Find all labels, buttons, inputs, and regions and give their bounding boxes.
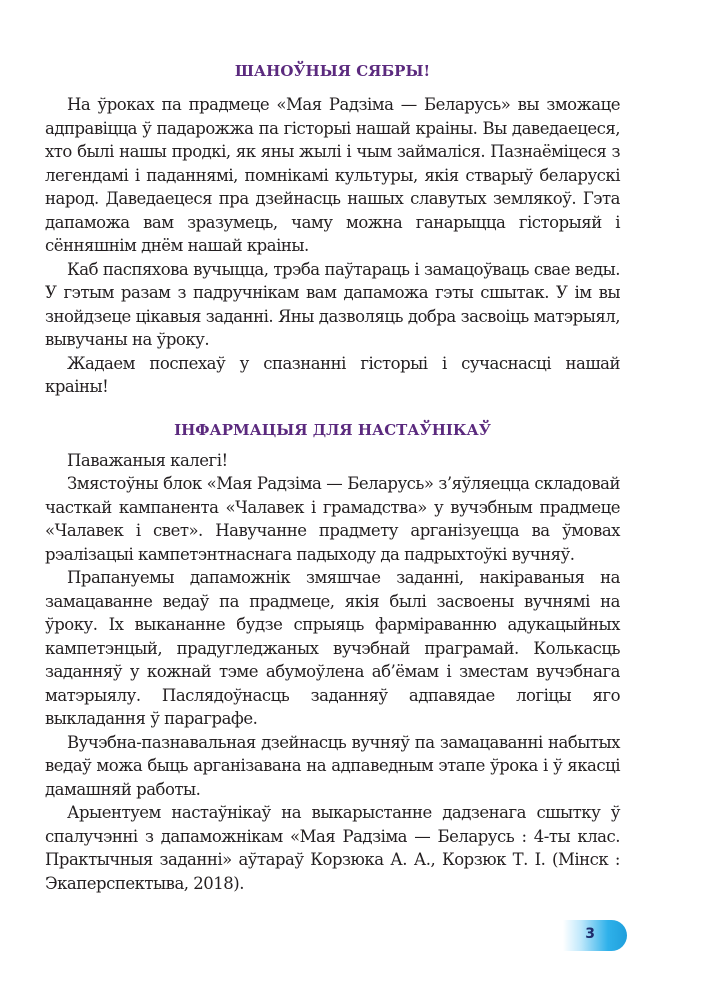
intro-paragraph: Каб паспяхова вучыцца, трэба паўтараць і замацоўваць свае веды. У гэтым разам з падручнікам вам дапаможа гэты сшытак. У ім вы знойдзеце цікавыя заданні. Яны дазволяць добра засвоіць матэрыял, вывучаны на ўроку. [45, 259, 620, 349]
teacher-paragraph: Арыентуем настаўнікаў на выкарыстанне дадзенага сшытку ў спалучэнні з дапаможнікам «Мая Радзіма — Беларусь : 4-ты клас. Практычныя заданні» аўтараў Корзюка А. А., Корзюк Т. І. (Мінск : Экаперспектыва, 2018). [45, 803, 620, 893]
intro-paragraph: На ўроках па прадмеце «Мая Радзіма — Беларусь» вы зможаце адправіцца ў падарожжа па гісторыі нашай краіны. Вы даведаецеся, хто былі нашы продкі, як яны жылі і чым займаліся. Пазнаёміцеся з легендамі і паданнямі, помнікамі культуры, якія стварыў беларускі народ. Даведаецеся пра дзейнасць нашых славутых землякоў. Гэта дапаможа вам зразумець, чаму можна ганарыцца гісторыяй і сённяшнім днём нашай краіны. [45, 95, 620, 255]
heading-teacher-info: ІНФАРМАЦЫЯ ДЛЯ НАСТАЎНІКАЎ [174, 420, 491, 439]
teacher-section [45, 449, 620, 896]
teacher-paragraph: Прапануемы дапаможнік змяшчае заданні, накіраваныя на замацаванне ведаў па прадмеце, якія былі засвоены вучнямі на ўроку. Іх выкананне будзе спрыяць фарміраванню адукацыйных кампетэнцый, прадугледжаных вучэбнай праграмай. Колькасць заданняў у кожнай тэме абумоўлена аб’ёмам і зместам вучэбнага матэрыялу. Паслядоўнасць заданняў адпавядае логіцы яго выкладання ў параграфе. [45, 568, 620, 728]
page-number: 3 [585, 926, 595, 942]
page-number-tab [563, 920, 627, 951]
page-content [45, 62, 620, 895]
heading-dear-friends: ШАНОЎНЫЯ СЯБРЫ! [234, 62, 431, 80]
intro-paragraph: Жадаем поспехаў у спазнанні гісторыі і сучаснасці нашай краіны! [45, 353, 620, 396]
intro-section [45, 93, 620, 399]
teacher-paragraph: Паважаныя калегі! [67, 450, 228, 470]
teacher-paragraph: Змястоўны блок «Мая Радзіма — Беларусь» з’яўляецца складовай часткай кампанента «Чалавек і грамадства» у вучэбным прадмеце «Чалавек і свет». Навучанне прадмету арганізуецца ва ўмовах рэалізацыі кампетэнтнаснага падыходу да падрыхтоўкі вучняў. [45, 474, 620, 564]
teacher-paragraph: Вучэбна-пазнавальная дзейнасць вучняў па замацаванні набытых ведаў можа быць арганізавана на адпаведным этапе ўрока і ў якасці дамашняй работы. [45, 732, 620, 799]
